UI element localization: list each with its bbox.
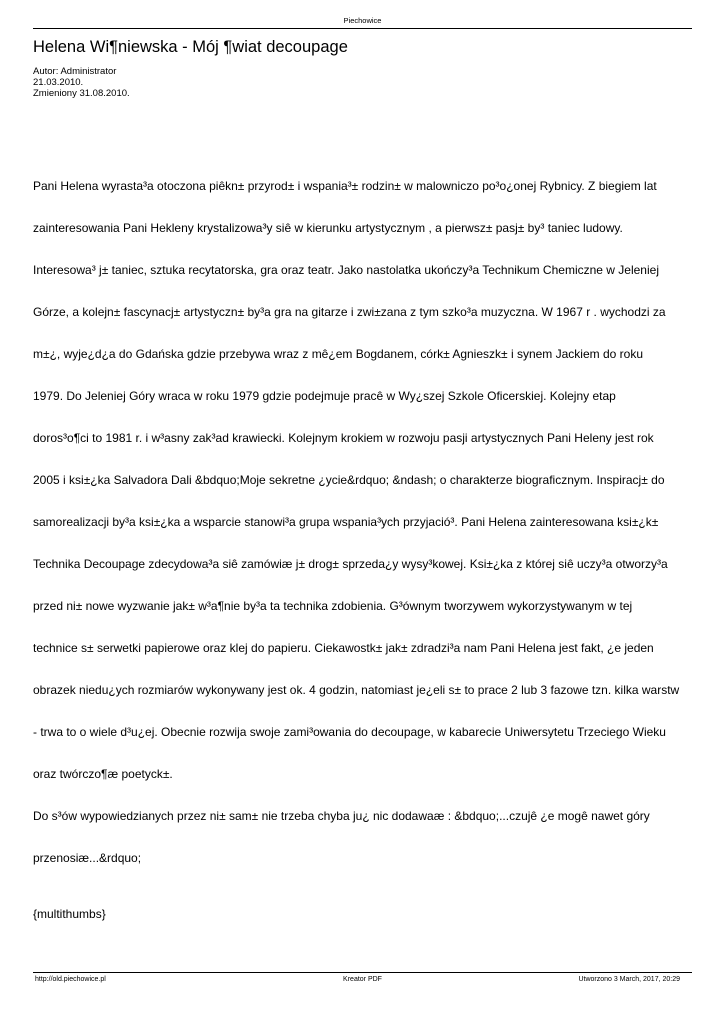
created-date: 21.03.2010. [33, 77, 84, 88]
footer-url-link[interactable]: http://old.piechowice.pl [35, 976, 106, 983]
text-line: przenosiæ...&rdquo; [33, 851, 142, 865]
text-line: technice s± serwetki papierowe oraz klej do papieru. Ciekawostk± jak± zdradzi³a nam Pani Helena jest fakt, ¿e jeden [33, 641, 654, 655]
text-line: oraz twórczo¶æ poetyck±. [33, 767, 173, 781]
page-footer [33, 975, 692, 985]
text-line: - trwa to o wiele d³u¿ej. Obecnie rozwija swoje zami³owania do decoupage, w kabarecie Uniwersytetu Trzeciego Wieku [33, 725, 666, 739]
header-divider [33, 28, 692, 29]
article-title: Helena Wi¶niewska - Mój ¶wiat decoupage [33, 38, 348, 56]
multithumbs-placeholder: {multithumbs} [33, 907, 106, 921]
text-line: Górze, a kolejn± fascynacj± artystyczn± by³a gra na gitarze i zwi±zana z tym szko³a muzyczna. W 1967 r . wychodzi za [33, 305, 666, 319]
modified-date: Zmieniony 31.08.2010. [33, 88, 130, 99]
text-line: doros³o¶ci to 1981 r. i w³asny zak³ad krawiecki. Kolejnym krokiem w rozwoju pasji artystycznych Pani Heleny jest rok [33, 431, 654, 445]
text-line: obrazek niedu¿ych rozmiarów wykonywany jest ok. 4 godzin, natomiast je¿eli s± to prace 2 lub 3 fazowe tzn. kilka warstw [33, 683, 680, 697]
site-name: Piechowice [343, 16, 382, 25]
text-line: przed ni± nowe wyzwanie jak± w³a¶nie by³a ta technika zdobienia. G³ównym tworzywem wykorzystywanym w tej [33, 599, 633, 613]
page-header [0, 0, 725, 29]
text-line: Pani Helena wyrasta³a otoczona piêkn± przyrod± i wspania³± rodzin± w malowniczo po³o¿onej Rybnicy. Z biegiem lat [33, 179, 657, 193]
footer-created: Utworzono 3 March, 2017, 20:29 [578, 976, 680, 983]
text-line: Interesowa³ j± taniec, sztuka recytatorska, gra oraz teatr. Jako nastolatka ukończy³a Technikum Chemiczne w Jeleniej [33, 263, 659, 277]
footer-divider [33, 972, 692, 973]
author-line: Autor: Administrator [33, 66, 117, 77]
article-paragraph [33, 151, 693, 893]
text-line: 2005 i ksi±¿ka Salvadora Dali &bdquo;Moje sekretne ¿ycie&rdquo; &ndash; o charakterze biograficznym. Inspiracj± do [33, 473, 665, 487]
text-line: samorealizacji by³a ksi±¿ka a wsparcie stanowi³a grupa wspania³ych przyjació³. Pani Helena zainteresowana ksi±¿k± [33, 515, 659, 529]
article-meta [33, 66, 130, 99]
paragraph-gap [33, 893, 693, 907]
footer-generator: Kreator PDF [343, 976, 382, 983]
text-line: zainteresowania Pani Hekleny krystalizowa³y siê w kierunku artystycznym , a pierwsz± pasj± by³ taniec ludowy. [33, 221, 623, 235]
text-line: m±¿, wyje¿d¿a do Gdańska gdzie przebywa wraz z mê¿em Bogdanem, córk± Agnieszk± i synem Jackiem do roku [33, 347, 643, 361]
article-body [33, 151, 693, 921]
text-line: 1979. Do Jeleniej Góry wraca w roku 1979 gdzie podejmuje pracê w Wy¿szej Szkole Oficerskiej. Kolejny etap [33, 389, 616, 403]
text-line: Technika Decoupage zdecydowa³a siê zamówiæ j± drog± sprzeda¿y wysy³kowej. Ksi±¿ka z której siê uczy³a otworzy³a [33, 557, 668, 571]
text-line: Do s³ów wypowiedzianych przez ni± sam± nie trzeba chyba ju¿ nic dodawaæ : &bdquo;...czujê ¿e mogê nawet góry [33, 809, 650, 823]
